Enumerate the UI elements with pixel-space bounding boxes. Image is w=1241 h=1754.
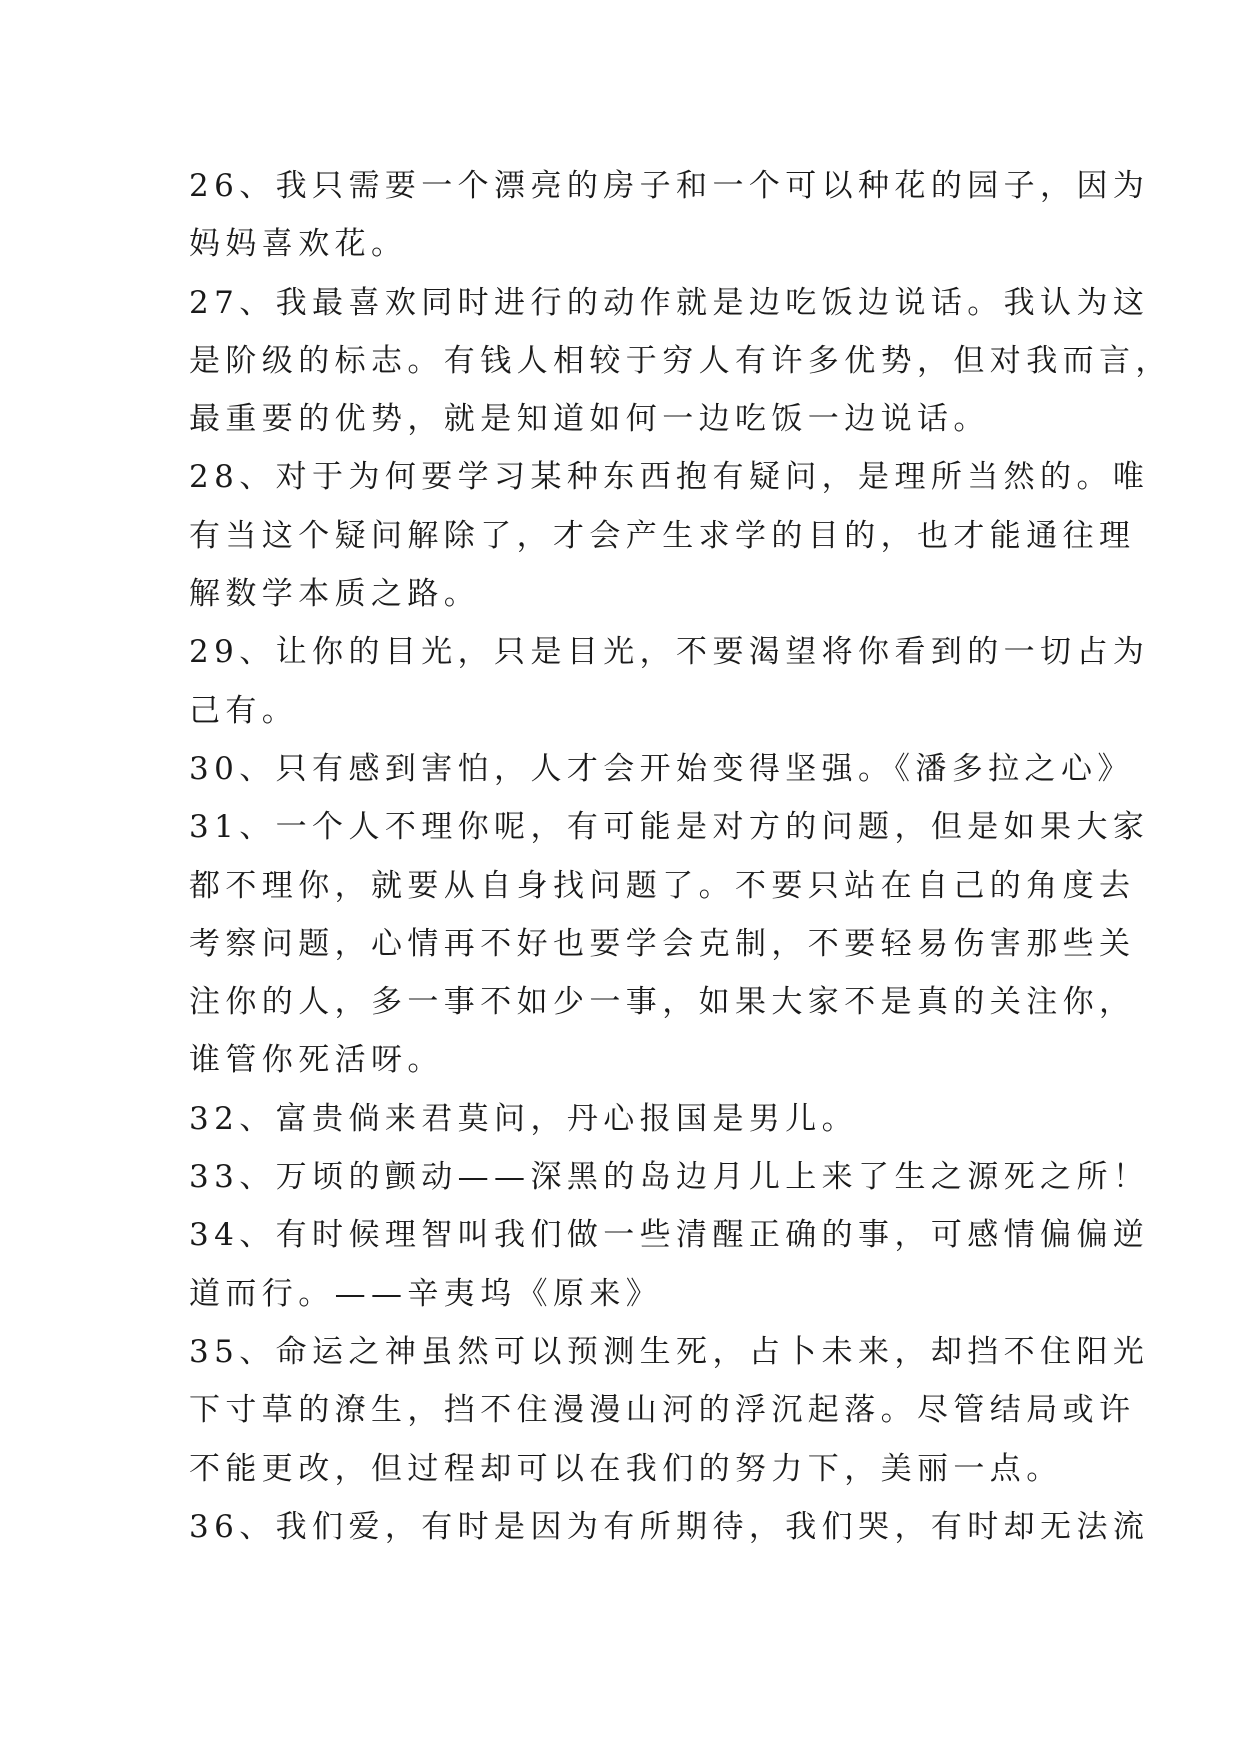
text-line: 32、富贵倘来君莫问，丹心报国是男儿。 [189,1100,859,1137]
text-line: 最重要的优势，就是知道如何一边吃饭一边说话。 [189,401,990,438]
text-line: 34、有时候理智叫我们做一些清醒正确的事，可感情偏偏逆 [189,1217,1150,1254]
text-line: 己有。 [189,692,299,729]
text-line: 下寸草的潦生，挡不住漫漫山河的浮沉起落。尽管结局或许 [189,1392,1136,1429]
text-line: 妈妈喜欢花。 [189,226,408,263]
text-line: 31、一个人不理你呢，有可能是对方的问题，但是如果大家 [189,809,1150,846]
text-line: 36、我们爱，有时是因为有所期待，我们哭，有时却无法流 [189,1508,1150,1545]
text-line: 35、命运之神虽然可以预测生死，占卜未来，却挡不住阳光 [189,1333,1150,1370]
text-line: 30、只有感到害怕，人才会开始变得坚强。《潘多拉之心》 [189,750,1134,787]
text-line: 不能更改，但过程却可以在我们的努力下，美丽一点。 [189,1450,1063,1487]
text-line: 都不理你，就要从自身找问题了。不要只站在自己的角度去 [189,867,1136,904]
text-line: 考察问题，心情再不好也要学会克制，不要轻易伤害那些关 [189,925,1136,962]
text-line: 28、对于为何要学习某种东西抱有疑问，是理所当然的。唯 [189,459,1150,496]
text-line: 27、我最喜欢同时进行的动作就是边吃饭边说话。我认为这 [189,284,1150,321]
text-line: 33、万顷的颤动——深黑的岛边月儿上来了生之源死之所！ [189,1159,1150,1196]
text-line: 29、让你的目光，只是目光，不要渴望将你看到的一切占为 [189,634,1150,671]
text-line: 26、我只需要一个漂亮的房子和一个可以种花的园子，因为 [189,168,1150,204]
document-body [189,157,1172,1556]
text-line: 是阶级的标志。有钱人相较于穷人有许多优势，但对我而言， [189,342,1172,379]
text-line: 解数学本质之路。 [189,576,481,613]
text-line: 道而行。——辛夷坞《原来》 [189,1275,663,1312]
text-line: 注你的人，多一事不如少一事，如果大家不是真的关注你， [189,984,1136,1021]
text-line: 谁管你死活呀。 [189,1042,444,1079]
text-line: 有当这个疑问解除了，才会产生求学的目的，也才能通往理 [189,517,1136,554]
